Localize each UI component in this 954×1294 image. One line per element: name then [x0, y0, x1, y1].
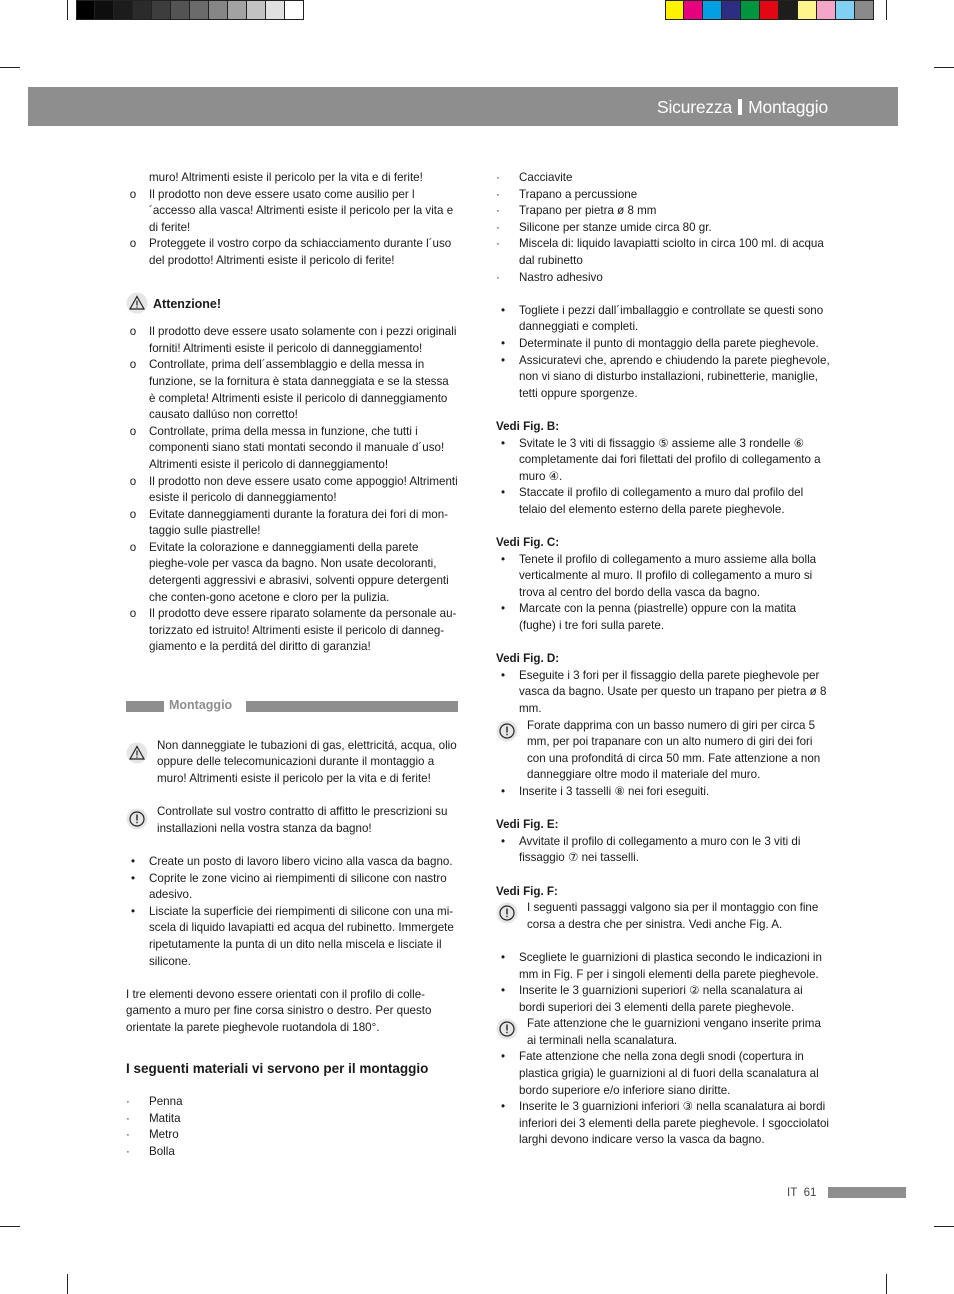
exclamation-icon [496, 902, 518, 924]
fig-e-heading: Vedi Fig. E: [496, 818, 559, 832]
circle-bullet-icon: o [129, 607, 137, 621]
bullet-icon: • [500, 984, 506, 998]
circle-bullet-icon: o [129, 358, 137, 372]
color-swatch [798, 0, 817, 20]
note-notice [126, 804, 458, 837]
fig-c-heading: Vedi Fig. C: [496, 536, 560, 550]
dot-bullet-icon: · [126, 1111, 130, 1125]
left-column [126, 170, 458, 1161]
list-item-text: Nastro adhesivo [519, 270, 603, 284]
language-code: IT [787, 1187, 798, 1199]
bullet-icon: • [500, 1050, 506, 1064]
list-item-text: Il prodotto non deve essere usato come appoggio! Altrimenti esiste il pericolo di danneggiamento! [149, 474, 458, 505]
dot-bullet-icon: · [496, 171, 500, 184]
list-item-text: Coprite le zone vicino ai riempimenti di silicone con nastro adesivo. [149, 871, 447, 902]
list-item-text: Controllate, prima della messa in funzione, che tutti i componenti siano stati montati secondo il manuale d´uso! Altrimenti esiste il pericolo di danneggiamento! [149, 424, 445, 471]
list-item [126, 474, 458, 507]
materials-heading: I seguenti materiali vi servono per il montaggio [126, 1061, 429, 1077]
list-item-text: Matita [149, 1111, 181, 1125]
exclamation-icon [496, 1018, 518, 1040]
list-item-text: Evitate la colorazione e danneggiamenti della parete pieghe-vole per vasca da bagno. Non usate decoloranti, detergenti aggressivi e abrasivi, solventi oppure detergenti che conten-gono acetone e cloro per la pulizia. [149, 540, 449, 604]
bullet-icon: • [500, 950, 506, 964]
list-item-text: Il prodotto deve essere riparato solamente da personale au-torizzato ed istruito! Altrimenti esiste il pericolo di danneg-giamento e la perditá del diritto di garanzia! [149, 607, 457, 654]
list-item [496, 187, 830, 204]
list-item [126, 236, 458, 269]
list-item-text: Scegliete le guarnizioni di plastica secondo le indicazioni in mm in Fig. F per i singoli elementi della parete pieghevole. [519, 950, 822, 981]
assembly-section-bar [126, 699, 458, 713]
list-item-text: Lisciate la superficie dei riempimenti di silicone con una mi-scela di liquido lavapiatti ed acqua del rubinetto. Immergete ripetutamente la punta di un dito nella miscela e lisciate il silicone. [149, 904, 454, 968]
crop-mark [886, 0, 887, 20]
dot-bullet-icon: · [496, 237, 500, 251]
list-item-text: Assicuratevi che, aprendo e chiudendo la parete pieghevole, non vi siano di disturbo installazioni, rubinetterie, maniglie, tetti oppure sporgenze. [519, 353, 830, 400]
list-item-text: Trapano a percussione [519, 187, 638, 201]
color-swatch [247, 0, 266, 20]
bullet-icon: • [500, 353, 506, 367]
fig-d-heading: Vedi Fig. D: [496, 652, 560, 666]
list-item-text: Determinate il punto di montaggio della parete pieghevole. [519, 336, 819, 350]
bullet-icon: • [130, 854, 136, 868]
list-item-text: Inserite le 3 guarnizioni inferiori ③ nella scanalatura ai bordi inferiori dei 3 elementi della parete pieghevole. I sgocciolatoi larghi devono indicare verso la vasca da bagno. [519, 1100, 829, 1147]
fig-b-heading: Vedi Fig. B: [496, 419, 560, 433]
header-separator [738, 99, 742, 115]
direction-note [496, 900, 830, 933]
note-text: Controllate sul vostro contratto di affitto le prescrizioni su installazioni nella vostra stanza da bagno! [157, 805, 448, 835]
list-item [496, 353, 830, 403]
list-item-text: Silicone per stanze umide circa 80 gr. [519, 220, 712, 234]
list-item [126, 1127, 458, 1144]
list-item [496, 436, 830, 486]
list-item-text: Proteggete il vostro corpo da schiacciamento durante l´uso del prodotto! Altrimenti esiste il pericolo di ferite! [149, 237, 452, 267]
list-item-text: Tenete il profilo di collegamento a muro assieme alla bolla verticalmente al muro. Il profilo di collegamento a muro si trova al centro del bordo della vasca da bagno. [519, 552, 817, 599]
note-text: Forate dapprima con un basso numero di giri per circa 5 mm, per poi trapanare con un alto numero di giri dei fori con una profonditá di circa 50 mm. Fate attenzione a non danneggiare oltre modo il materiale del muro. [527, 718, 821, 782]
dot-bullet-icon: · [126, 1128, 130, 1142]
list-item-text: Avvitate il profilo di collegamento a muro con le 3 viti di fissaggio ⑦ nei tasselli. [519, 834, 801, 865]
list-item-text: Cacciavite [519, 171, 573, 184]
dot-bullet-icon: · [496, 187, 500, 201]
color-swatch [855, 0, 874, 20]
circle-bullet-icon: o [129, 237, 137, 251]
color-swatch [285, 0, 304, 20]
orientation-paragraph: I tre elementi devono essere orientati con il profilo di colle-gamento a muro per fine corsa sinistro o destro. Per questo orientate la parete pieghevole ruotandola di 180°. [126, 987, 432, 1034]
color-swatch [190, 0, 209, 20]
drilling-note [496, 718, 830, 784]
color-swatch [779, 0, 798, 20]
exclamation-icon [496, 720, 518, 742]
color-swatch [760, 0, 779, 20]
bullet-icon: • [500, 668, 506, 682]
color-swatch [722, 0, 741, 20]
right-column [496, 170, 830, 1149]
color-swatch [684, 0, 703, 20]
color-swatch [817, 0, 836, 20]
color-swatch [741, 0, 760, 20]
color-swatch [171, 0, 190, 20]
color-swatch [665, 0, 684, 20]
list-item-text: Marcate con la penna (piastrelle) oppure con la matita (fughe) i tre fori sulla parete. [519, 602, 797, 633]
bullet-icon: • [500, 436, 506, 450]
exclamation-icon [126, 808, 148, 830]
list-item-text: Controllate, prima dell´assemblaggio e della messa in funzione, se la fornitura è stata danneggiata e se la stessa è completa! Altrimenti esiste il pericolo di danneggiamento causato dallúso non corretto! [149, 358, 449, 422]
gray-calibration-bar [76, 0, 304, 20]
list-item [126, 507, 458, 540]
list-item [126, 1111, 458, 1128]
warning-text: Non danneggiate le tubazioni di gas, elettricitá, acqua, olio oppure delle telecomunicazioni durante il montaggio a muro! Altrimenti esiste il pericolo per la vita e di ferite! [157, 738, 457, 785]
circle-bullet-icon: o [129, 424, 137, 438]
list-item [496, 668, 830, 718]
list-item [496, 784, 830, 801]
list-item [126, 424, 458, 474]
section-header-bar [28, 87, 898, 126]
list-item [496, 950, 830, 983]
bullet-icon: • [500, 834, 506, 848]
fig-f-heading: Vedi Fig. F: [496, 884, 558, 898]
bullet-icon: • [500, 552, 506, 566]
attention-heading [126, 292, 458, 316]
page-footer [787, 1185, 816, 1202]
warning-notice [126, 738, 458, 788]
list-item [126, 606, 458, 656]
circle-bullet-icon: o [129, 507, 137, 521]
circle-bullet-icon: o [129, 474, 137, 488]
list-item [496, 270, 830, 287]
list-item [126, 357, 458, 423]
color-swatch [836, 0, 855, 20]
list-item-text: Penna [149, 1095, 183, 1109]
list-item-text: Togliete i pezzi dall´imballaggio e controllate se questi sono danneggiati e completi. [519, 303, 824, 334]
list-item [126, 1094, 458, 1111]
dot-bullet-icon: · [496, 220, 500, 234]
list-item [496, 601, 830, 634]
list-item [496, 1049, 830, 1099]
list-item [496, 220, 830, 237]
list-item [496, 303, 830, 336]
list-item [496, 203, 830, 220]
list-item [126, 904, 458, 970]
list-item [496, 236, 830, 269]
note-text: Fate attenzione che le guarnizioni vengano inserite prima ai terminali nella scanalatura. [527, 1017, 821, 1047]
bullet-icon: • [500, 784, 506, 798]
list-item-text: Evitate danneggiamenti durante la foratura dei fori di mon-taggio sulle piastrelle! [149, 507, 449, 538]
list-item-text: Staccate il profilo di collegamento a muro dal profilo del telaio del elemento esterno della parete pieghevole. [519, 486, 804, 516]
list-item [496, 1099, 830, 1149]
dot-bullet-icon: · [126, 1095, 130, 1109]
list-item [496, 552, 830, 602]
list-item-text: Svitate le 3 viti di fissaggio ⑤ assieme alle 3 rondelle ⑥ completamente dai fori filettati del profilo di collegamento a muro ④. [519, 436, 821, 483]
color-swatch [266, 0, 285, 20]
color-swatch [209, 0, 228, 20]
list-item [496, 170, 830, 187]
color-swatch [114, 0, 133, 20]
color-swatch [95, 0, 114, 20]
bullet-icon: • [500, 602, 506, 616]
list-item-text: Metro [149, 1128, 179, 1142]
bullet-icon: • [500, 336, 506, 350]
page-number: 61 [803, 1187, 817, 1199]
list-item [496, 834, 830, 867]
bullet-icon: • [500, 486, 506, 500]
crop-mark [934, 67, 954, 68]
bullet-icon: • [500, 1100, 506, 1114]
circle-bullet-icon: o [129, 187, 137, 201]
color-calibration-bar [665, 0, 874, 20]
list-item [126, 854, 458, 871]
header-section-assembly: Montaggio [748, 97, 828, 117]
list-item [126, 1144, 458, 1161]
list-item-text: Trapano per pietra ø 8 mm [519, 204, 657, 218]
crop-mark [886, 1274, 887, 1294]
bullet-icon: • [130, 871, 136, 885]
bullet-icon: • [500, 303, 506, 317]
crop-mark [934, 1226, 954, 1227]
attention-title: Attenzione! [153, 296, 222, 311]
list-item-text: Inserite i 3 tasselli ⑧ nei fori eseguiti. [519, 784, 710, 798]
list-item-text: Il prodotto deve essere usato solamente con i pezzi originali forniti! Altrimenti esiste il pericolo di danneggiamento! [149, 325, 457, 355]
note-text: I seguenti passaggi valgono sia per il montaggio con fine corsa a destra che per sinistra. Vedi anche Fig. A. [527, 901, 819, 931]
color-swatch [133, 0, 152, 20]
list-item-text: Miscela di: liquido lavapiatti sciolto in circa 100 ml. di acqua dal rubinetto [519, 237, 824, 267]
gasket-note [496, 1016, 830, 1049]
bullet-icon: • [130, 904, 136, 918]
list-item-text: Create un posto di lavoro libero vicino alla vasca da bagno. [149, 854, 453, 868]
warning-triangle-icon [126, 292, 148, 314]
list-item [126, 324, 458, 357]
list-item [126, 187, 458, 237]
list-item [126, 871, 458, 904]
list-item [496, 336, 830, 353]
crop-mark [67, 1274, 68, 1294]
header-section-safety: Sicurezza [657, 97, 733, 117]
color-swatch [228, 0, 247, 20]
dot-bullet-icon: · [496, 204, 500, 218]
section-header-title [657, 96, 828, 118]
color-swatch [152, 0, 171, 20]
assembly-section-title: Montaggio [169, 698, 233, 713]
circle-bullet-icon: o [129, 325, 137, 339]
list-item-text: Il prodotto non deve essere usato come ausilio per l´accesso alla vasca! Altrimenti esiste il pericolo per la vita e di ferite! [149, 187, 454, 234]
dot-bullet-icon: · [496, 270, 500, 284]
list-item [496, 485, 830, 518]
intro-continuation: muro! Altrimenti esiste il pericolo per la vita e di ferite! [149, 171, 423, 184]
color-swatch [76, 0, 95, 20]
list-item-text: Inserite le 3 guarnizioni superiori ② nella scanalatura ai bordi superiori dei 3 elementi della parete pieghevole. [519, 984, 803, 1014]
footer-bar [828, 1187, 906, 1198]
list-item-text: Eseguite i 3 fori per il fissaggio della parete pieghevole per vasca da bagno. Usate per questo un trapano per pietra ø 8 mm. [519, 668, 827, 715]
dot-bullet-icon: · [126, 1145, 130, 1159]
color-swatch [703, 0, 722, 20]
list-item-text: Bolla [149, 1145, 175, 1159]
warning-triangle-icon [126, 742, 148, 764]
list-item [126, 540, 458, 606]
list-item [496, 983, 830, 1016]
circle-bullet-icon: o [129, 540, 137, 554]
crop-mark [0, 1226, 20, 1227]
list-item-text: Fate attenzione che nella zona degli snodi (copertura in plastica grigia) le guarnizioni al di fuori della scanalatura al bordo superiore e/o inferiore siano diritte. [519, 1050, 819, 1097]
crop-mark [0, 67, 20, 68]
crop-mark [67, 0, 68, 20]
